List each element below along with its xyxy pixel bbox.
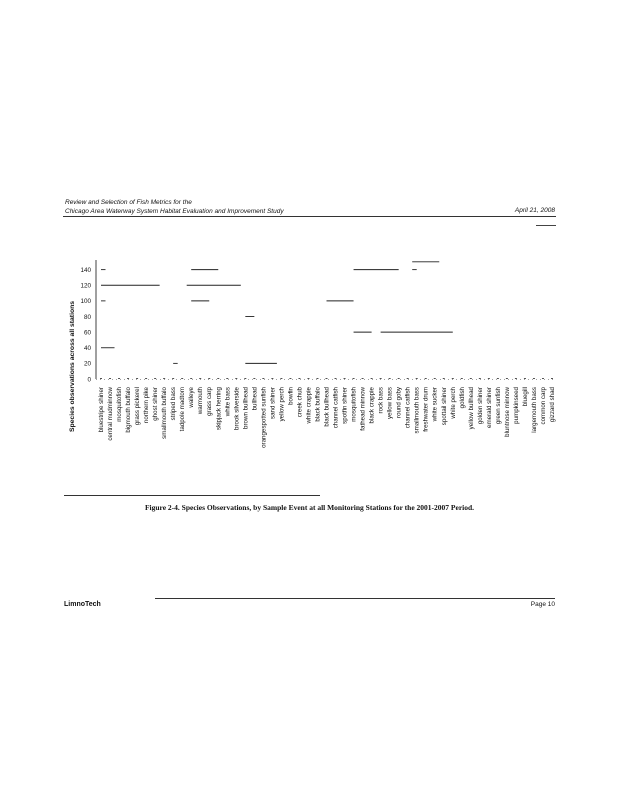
bar bbox=[497, 378, 499, 379]
caption-rule bbox=[64, 495, 320, 496]
x-tick-label: grass pickerel bbox=[134, 387, 142, 426]
bar bbox=[470, 378, 472, 379]
bar bbox=[326, 378, 328, 379]
y-tick-label: 120 bbox=[80, 282, 91, 290]
x-tick-label: golden shiner bbox=[476, 387, 484, 425]
x-tick-label: spotfin shiner bbox=[341, 387, 349, 424]
bar bbox=[443, 378, 445, 379]
y-tick-label: 20 bbox=[83, 360, 91, 368]
x-tick-label: yellow bass bbox=[386, 387, 394, 419]
bar bbox=[208, 378, 210, 379]
bar bbox=[172, 378, 174, 379]
x-tick-label: orangespotted sunfish bbox=[260, 387, 268, 448]
x-tick-label: black crappie bbox=[368, 387, 376, 424]
figure-caption: Figure 2-4. Species Observations, by Sample Event at all Monitoring Stations for the 2001-2007 Period. bbox=[144, 503, 475, 512]
header-date: April 21, 2008 bbox=[514, 207, 555, 214]
x-tick-label: white perch bbox=[449, 387, 457, 419]
x-tick-label: yellow bullhead bbox=[467, 387, 475, 430]
bar bbox=[551, 378, 553, 379]
x-tick-label: mosquitofish bbox=[116, 387, 124, 422]
x-tick-label: freshwater drum bbox=[422, 387, 430, 432]
bar bbox=[407, 378, 409, 379]
x-tick-label: bowfin bbox=[287, 387, 295, 405]
bar bbox=[524, 378, 526, 379]
x-tick-label: black buffalo bbox=[314, 387, 322, 422]
x-tick-label: sand shiner bbox=[269, 387, 277, 419]
y-axis-label: Species observations across all stations bbox=[69, 300, 76, 433]
x-tick-label: white sucker bbox=[431, 387, 439, 422]
x-tick-label: white bass bbox=[224, 387, 232, 417]
x-tick-label: pumpkinseed bbox=[512, 387, 520, 424]
bar bbox=[127, 378, 129, 379]
y-tick-label: 80 bbox=[83, 313, 91, 321]
footer-company: LimnoTech bbox=[64, 601, 101, 608]
x-tick-label: smallmouth buffalo bbox=[161, 387, 169, 439]
bar bbox=[235, 378, 237, 379]
x-tick-label: smallmouth bass bbox=[413, 387, 421, 434]
x-tick-label: yellow perch bbox=[278, 387, 286, 422]
x-tick-label: fathead minnow bbox=[359, 387, 367, 431]
bar bbox=[335, 378, 337, 379]
bar bbox=[398, 378, 400, 379]
bar bbox=[154, 378, 156, 379]
bar bbox=[199, 378, 201, 379]
x-tick-label: skipjack herring bbox=[215, 387, 223, 430]
bar bbox=[262, 378, 264, 379]
header-title-line1: Review and Selection of Fish Metrics for the bbox=[65, 199, 192, 206]
x-tick-label: northern pike bbox=[143, 387, 151, 424]
bar bbox=[371, 378, 373, 379]
bar bbox=[389, 378, 391, 379]
bar bbox=[217, 378, 219, 379]
bar bbox=[416, 378, 418, 379]
x-tick-label: largemouth bass bbox=[530, 387, 538, 433]
bar bbox=[163, 378, 165, 379]
bar bbox=[344, 378, 346, 379]
bar bbox=[190, 378, 192, 379]
footer-page-number: Page 10 bbox=[530, 601, 555, 608]
bar bbox=[136, 378, 138, 379]
bar bbox=[289, 378, 291, 379]
bar bbox=[479, 378, 481, 379]
x-tick-label: brown bullhead bbox=[242, 387, 250, 429]
bar bbox=[100, 378, 102, 379]
bar bbox=[488, 378, 490, 379]
x-tick-label: bluestripe shiner bbox=[98, 387, 105, 433]
x-tick-label: bluntnose minnow bbox=[503, 387, 511, 437]
bar bbox=[271, 378, 273, 379]
bar bbox=[253, 378, 255, 379]
bar bbox=[307, 378, 309, 379]
bar bbox=[380, 378, 382, 379]
bar bbox=[244, 378, 246, 379]
bar bbox=[461, 378, 463, 379]
bar bbox=[425, 378, 427, 379]
header-title-line2: Chicago Area Waterway System Habitat Evaluation and Improvement Study bbox=[65, 208, 284, 215]
plot-area bbox=[69, 260, 556, 448]
x-tick-label: common carp bbox=[539, 387, 547, 425]
x-tick-label: goldfish bbox=[458, 387, 466, 409]
x-tick-label: spottail shiner bbox=[440, 387, 448, 426]
x-tick-label: emerald shiner bbox=[485, 387, 493, 428]
bar bbox=[542, 378, 544, 379]
x-tick-label: central mudminnow bbox=[107, 387, 115, 441]
x-tick-label: creek chub bbox=[296, 387, 304, 418]
x-tick-label: grass carp bbox=[206, 387, 214, 416]
y-tick-label: 140 bbox=[80, 266, 91, 274]
x-tick-label: ghost shiner bbox=[152, 387, 160, 421]
bar bbox=[515, 378, 517, 379]
y-tick-label: 0 bbox=[87, 376, 91, 384]
bar bbox=[506, 378, 508, 379]
bar bbox=[118, 378, 120, 379]
bar bbox=[353, 378, 355, 379]
x-tick-label: white crappie bbox=[305, 387, 313, 424]
x-tick-label: channel catfish bbox=[332, 387, 340, 429]
x-tick-label: black bullhead bbox=[323, 387, 331, 427]
bar bbox=[298, 378, 300, 379]
x-tick-label: channel catfish bbox=[404, 387, 412, 429]
x-tick-label: bullhead bbox=[251, 387, 259, 411]
x-tick-label: green sunfish bbox=[494, 387, 502, 425]
x-tick-label: striped bass bbox=[170, 387, 178, 421]
x-tick-label: bluegill bbox=[521, 387, 529, 407]
x-tick-label: round goby bbox=[395, 387, 403, 418]
bar bbox=[181, 378, 183, 379]
x-tick-label: tadpole madtom bbox=[179, 387, 187, 432]
x-tick-label: gizzard shad bbox=[549, 387, 556, 423]
x-tick-label: warmouth bbox=[197, 387, 205, 415]
x-tick-label: walleye bbox=[188, 387, 196, 408]
footer-rule bbox=[155, 598, 555, 599]
y-tick-label: 60 bbox=[83, 329, 91, 337]
bar bbox=[109, 378, 111, 379]
bar bbox=[452, 378, 454, 379]
x-tick-label: rock bass bbox=[377, 387, 385, 414]
bar bbox=[533, 378, 535, 379]
x-tick-label: brook silverside bbox=[233, 387, 241, 430]
x-tick-label: bigmouth buffalo bbox=[125, 387, 133, 433]
y-tick-label: 100 bbox=[80, 298, 91, 306]
y-tick-label: 40 bbox=[83, 345, 91, 353]
x-tick-label: mosquitofish bbox=[350, 387, 358, 422]
bar bbox=[145, 378, 147, 379]
bar bbox=[280, 378, 282, 379]
bar bbox=[226, 378, 228, 379]
bar bbox=[434, 378, 436, 379]
bar bbox=[362, 378, 364, 379]
bar bbox=[316, 378, 318, 379]
